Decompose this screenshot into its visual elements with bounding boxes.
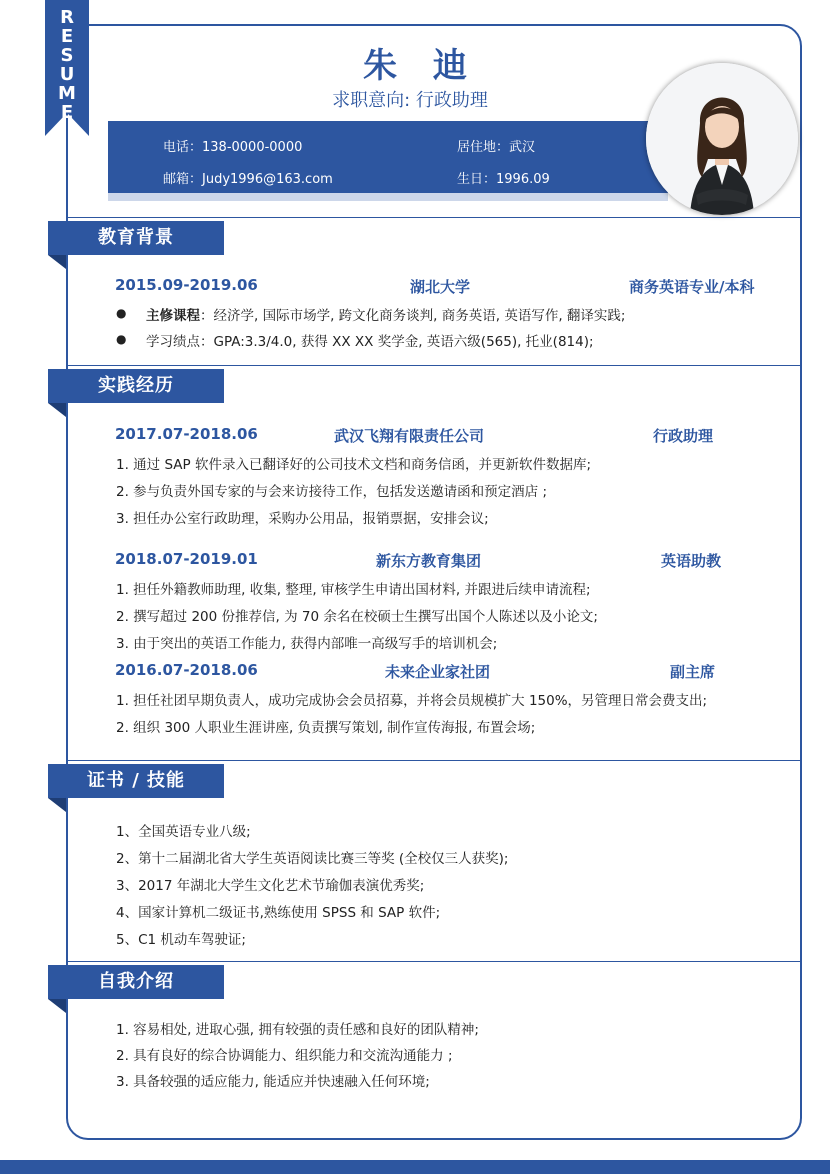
certificate-item: 5、C1 机动车驾驶证;: [116, 932, 246, 948]
section-title-self-intro: 自我介绍: [48, 965, 224, 999]
portrait-illustration: [646, 63, 798, 215]
resume-letter: U: [59, 64, 75, 85]
resume-letter: E: [60, 26, 74, 47]
job-item: 2. 参与负责外国专家的与会来访接待工作，包括发送邀请函和预定酒店 ;: [116, 484, 548, 500]
education-divider: [66, 217, 802, 218]
self-intro-item: 1. 容易相处, 进取心强, 拥有较强的责任感和良好的团队精神;: [116, 1022, 479, 1038]
job-period: 2017.07-2018.06: [115, 425, 258, 443]
section-title-certificates: 证书 / 技能: [48, 764, 224, 798]
birthday-info: 生日：1996.09: [457, 172, 550, 187]
job-item: 2. 组织 300 人职业生涯讲座, 负责撰写策划, 制作宣传海报, 布置会场;: [116, 720, 536, 736]
job-org: 武汉飞翔有限责任公司: [334, 427, 485, 445]
education-gpa: 学习绩点：GPA:3.3/4.0, 获得 XX XX 奖学金, 英语六级(565), 托业(814);: [146, 334, 594, 350]
education-major: 商务英语专业/本科: [629, 278, 755, 296]
education-school: 湖北大学: [410, 278, 471, 296]
job-org: 未来企业家社团: [385, 663, 491, 681]
certificate-item: 4、国家计算机二级证书,熟练使用 SPSS 和 SAP 软件;: [116, 905, 441, 921]
job-item: 1. 通过 SAP 软件录入已翻译好的公司技术文档和商务信函，并更新软件数据库;: [116, 457, 591, 473]
job-role: 副主席: [670, 663, 716, 681]
education-period: 2015.09-2019.06: [115, 276, 258, 294]
job-role: 英语助教: [661, 552, 722, 570]
job-item: 3. 担任办公室行政助理，采购办公用品，报销票据，安排会议;: [116, 511, 489, 527]
education-entry-header: [115, 276, 775, 298]
experience-divider: [66, 365, 802, 366]
job-period: 2018.07-2019.01: [115, 550, 258, 568]
bullet-dot: ●: [116, 306, 127, 320]
footer-bar: [0, 1160, 830, 1174]
job-header: [115, 425, 775, 447]
certificate-item: 2、第十二届湖北省大学生英语阅读比赛三等奖 (全校仅三人获奖);: [116, 851, 509, 867]
job-item: 1. 担任社团早期负责人，成功完成协会会员招募，并将会员规模扩大 150%，另管理日常会费支出;: [116, 693, 708, 709]
education-courses: [146, 304, 625, 324]
job-period: 2016.07-2018.06: [115, 661, 258, 679]
bullet-dot: ●: [116, 332, 127, 346]
job-header: [115, 550, 775, 572]
profile-photo: [646, 63, 798, 215]
section-title-education: 教育背景: [48, 221, 224, 255]
job-role: 行政助理: [653, 427, 714, 445]
resume-letter: E: [60, 102, 74, 123]
experience-tab-fold: [48, 403, 66, 417]
phone-info: 电话：138-0000-0000: [163, 140, 303, 155]
resume-letter: R: [60, 7, 74, 28]
residence-info: 居住地：武汉: [457, 140, 536, 155]
job-header: [115, 661, 775, 683]
self-intro-item: 2. 具有良好的综合协调能力、组织能力和交流沟通能力 ;: [116, 1048, 453, 1064]
job-org: 新东方教育集团: [376, 552, 482, 570]
job-item: 1. 担任外籍教师助理, 收集, 整理, 审核学生申请出国材料, 并跟进后续申请流程;: [116, 582, 591, 598]
courses-text: ：经济学, 国际市场学, 跨文化商务谈判, 商务英语, 英语写作, 翻译实践;: [200, 308, 626, 324]
self-intro-tab-fold: [48, 999, 66, 1013]
email-info: 邮箱：Judy1996@163.com: [163, 172, 333, 187]
certificates-tab-fold: [48, 798, 66, 812]
section-title-experience: 实践经历: [48, 369, 224, 403]
certificate-item: 3、2017 年湖北大学生文化艺术节瑜伽表演优秀奖;: [116, 878, 425, 894]
resume-letter: M: [58, 83, 76, 104]
self-intro-item: 3. 具备较强的适应能力, 能适应并快速融入任何环境;: [116, 1074, 430, 1090]
certificate-item: 1、全国英语专业八级;: [116, 824, 251, 840]
certificates-divider: [66, 760, 802, 761]
info-band-shadow: [108, 193, 668, 201]
resume-letter: S: [60, 45, 74, 66]
courses-label: 主修课程: [146, 308, 200, 324]
education-tab-fold: [48, 255, 66, 269]
self-intro-divider: [66, 961, 802, 962]
job-objective: 求职意向: 行政助理: [332, 90, 488, 111]
job-item: 2. 撰写超过 200 份推荐信, 为 70 余名在校硕士生撰写出国个人陈述以及小论文;: [116, 609, 598, 625]
job-item: 3. 由于突出的英语工作能力, 获得内部唯一高级写手的培训机会;: [116, 636, 498, 652]
candidate-name: 朱 迪: [363, 46, 479, 86]
